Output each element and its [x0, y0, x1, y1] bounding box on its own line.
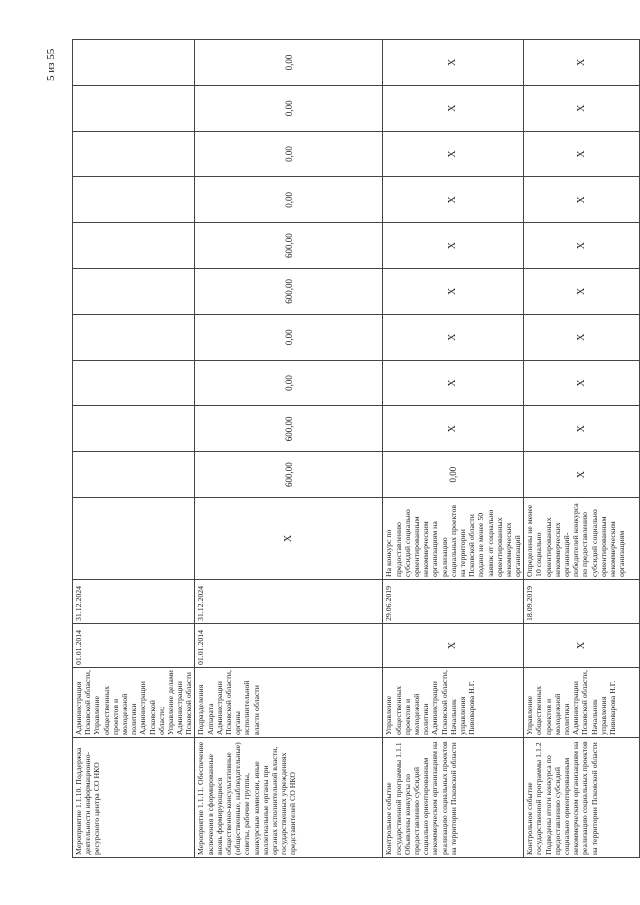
value-cell: X	[524, 406, 640, 452]
table-row	[195, 40, 383, 858]
result-cell: Определены не менее 10 социально ориентированных некоммерческих организаций-победителей конкурса по предоставлению субсидий социально ориентированным некоммерческим организациям	[524, 498, 640, 580]
event-cell: Мероприятие 1.1.10. Поддержка деятельности информационно-ресурсного центра СО НКО	[73, 738, 195, 858]
value-cell	[73, 314, 195, 360]
value-cell: X	[383, 269, 524, 315]
value-cell: X	[524, 360, 640, 406]
value-cell: X	[383, 406, 524, 452]
result-cell	[73, 498, 195, 580]
value-cell: 0,00	[195, 40, 383, 86]
end-date-cell: 29.06.2019	[383, 580, 524, 624]
value-cell: X	[524, 223, 640, 269]
value-cell	[73, 177, 195, 223]
value-cell: 0,00	[195, 177, 383, 223]
value-cell: 0,00	[383, 452, 524, 498]
rotated-table-container	[72, 40, 627, 858]
end-date-cell: 31.12.2024	[195, 580, 383, 624]
value-cell	[73, 40, 195, 86]
value-cell: X	[383, 177, 524, 223]
value-cell: 0,00	[195, 360, 383, 406]
start-date-cell: 01.01.2014	[195, 624, 383, 668]
value-cell: X	[383, 360, 524, 406]
page-number: 5 из 55	[45, 48, 57, 82]
value-cell: X	[524, 314, 640, 360]
event-cell: Контрольное событие государственной программы 1.1.1 Объявлены конкурсы по предоставлению субсидий социально ориентированным некоммерческим организациям на реализацию социальных проектов на территории Псковской области	[383, 738, 524, 858]
value-cell: X	[383, 131, 524, 177]
end-date-cell: 18.09.2019	[524, 580, 640, 624]
value-cell: 0,00	[195, 314, 383, 360]
event-cell: Контрольное событие государственной программы 1.1.2 Подведены итоги конкурса по предоставлению субсидий социально ориентированным некоммерческим организациям на реализацию социальных проектов на территории Псковской области	[524, 738, 640, 858]
table-stage	[72, 40, 627, 858]
value-cell: X	[524, 85, 640, 131]
value-cell	[73, 223, 195, 269]
program-activities-table	[72, 39, 640, 858]
value-cell	[73, 452, 195, 498]
table-row	[524, 40, 640, 858]
value-cell: X	[383, 314, 524, 360]
event-cell: Мероприятие 1.1.11. Обеспечение включения в сформированные вновь формирующиеся общественно-консультативные (общественные, наблюдательные) советы, рабочие группы, конкурсные комиссии, иные коллегиальные органы при органах исполнительной власти, государственных учреждениях представителей СО НКО	[195, 738, 383, 858]
executor-cell: Управление общественных проектов и молодежной политики Администрации Псковской области, Начальник управления Пивоварова Н.Г.	[524, 668, 640, 738]
start-date-cell: X	[383, 624, 524, 668]
value-cell: X	[524, 269, 640, 315]
value-cell	[73, 131, 195, 177]
value-cell	[73, 406, 195, 452]
table-row	[73, 40, 195, 858]
value-cell	[73, 360, 195, 406]
value-cell: X	[383, 223, 524, 269]
value-cell: X	[383, 85, 524, 131]
value-cell: 600,00	[195, 269, 383, 315]
value-cell	[73, 85, 195, 131]
value-cell: 0,00	[195, 131, 383, 177]
table-body	[73, 40, 640, 858]
value-cell: X	[524, 40, 640, 86]
result-cell: На конкурс по предоставлению субсидий социально ориентированным некоммерческим организациям на реализацию социальных проектов на территории Псковской области подано не менее 50 заявок от социально ориентированных некоммерческих организаций	[383, 498, 524, 580]
start-date-cell: X	[524, 624, 640, 668]
executor-cell: Администрация Псковской области, Управление общественных проектов и молодежной политики Администрации Псковской области; Управление делами Администрации Псковской области	[73, 668, 195, 738]
end-date-cell: 31.12.2024	[73, 580, 195, 624]
value-cell: X	[524, 452, 640, 498]
value-cell	[73, 269, 195, 315]
value-cell: X	[524, 177, 640, 223]
value-cell: 600,00	[195, 223, 383, 269]
executor-cell: Управление общественных проектов и молодежной политики Администрации Псковской области, Начальник управления Пивоварова Н.Г.	[383, 668, 524, 738]
value-cell: X	[524, 131, 640, 177]
value-cell: X	[383, 40, 524, 86]
table-row	[383, 40, 524, 858]
value-cell: 600,00	[195, 452, 383, 498]
result-cell: X	[195, 498, 383, 580]
start-date-cell: 01.01.2014	[73, 624, 195, 668]
executor-cell: Подразделения Аппарата Администрации Псковской области, органы исполнительной власти области	[195, 668, 383, 738]
value-cell: 600,00	[195, 406, 383, 452]
value-cell: 0,00	[195, 85, 383, 131]
